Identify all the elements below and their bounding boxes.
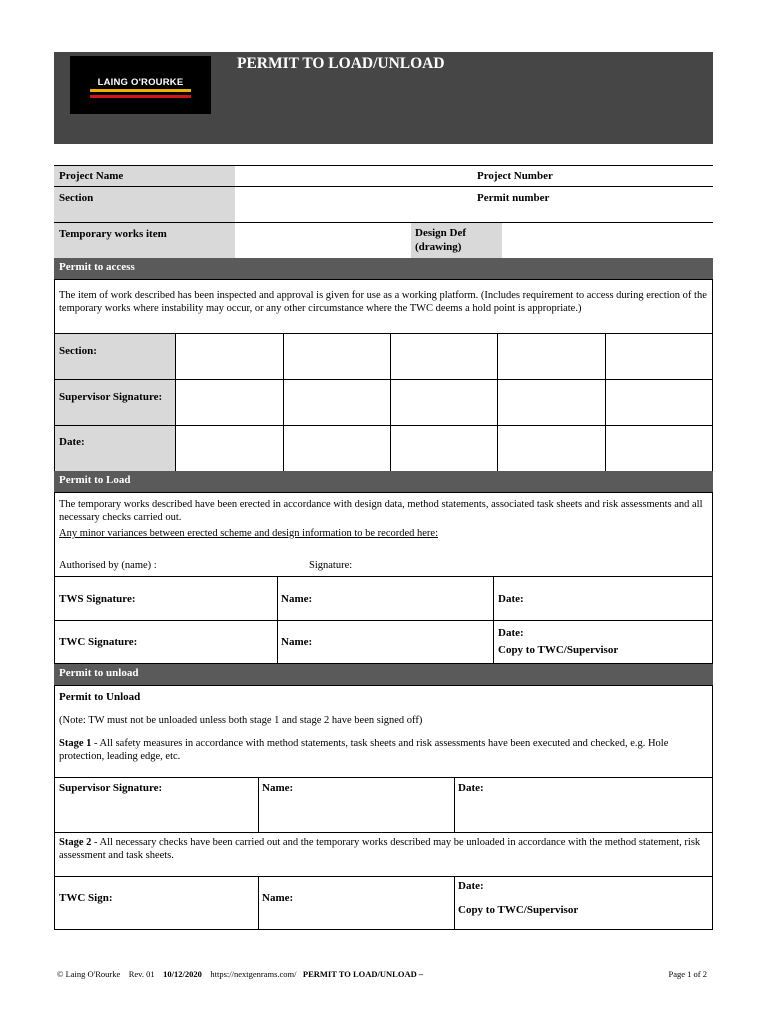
permit-to-unload-band: Permit to unload xyxy=(54,664,713,685)
footer-url[interactable]: https://nextgenrams.com/ xyxy=(210,969,297,979)
tws-signature-label: TWS Signature: xyxy=(59,593,136,605)
header-band xyxy=(54,52,713,144)
stage-1-text: Stage 1 - All safety measures in accordance with method statements, task sheets and risk assessments have been executed and checked, e.g. Hole protection, leading edge, etc. xyxy=(59,738,669,762)
page-title: PERMIT TO LOAD/UNLOAD xyxy=(237,55,445,72)
footer-doc-title: PERMIT TO LOAD/UNLOAD – xyxy=(302,969,424,979)
logo-stripe-red xyxy=(90,95,191,98)
permit-number-label: Permit number xyxy=(477,192,550,204)
permit-to-access-text: The item of work described has been inspected and approval is given for use as a working platform. (Includes requirement to access during erection of the temporary works where instability may occur, or any other circumstance where the TWC deems a hold point is appropriate.) xyxy=(59,290,707,314)
unload-name-label-1: Name: xyxy=(262,782,294,794)
unload-copy-note: Copy to TWC/Supervisor xyxy=(458,904,579,916)
unload-date-label-1: Date: xyxy=(458,782,484,794)
footer-copyright: © Laing O'Rourke xyxy=(57,969,121,979)
access-date-label: Date: xyxy=(59,436,85,448)
unload-supervisor-signature-label: Supervisor Signature: xyxy=(59,782,163,794)
unload-note: (Note: TW must not be unloaded unless both stage 1 and stage 2 have been signed off) xyxy=(59,715,423,726)
permit-to-access-band: Permit to access xyxy=(54,258,713,279)
section-label: Section xyxy=(59,192,94,204)
tws-date-label: Date: xyxy=(498,593,524,605)
permit-to-load-text: The temporary works described have been erected in accordance with design data, method statements, associated task sheets and risk assessments and all necessary checks carried out. xyxy=(59,499,703,523)
temporary-works-item-label: Temporary works item xyxy=(59,228,167,240)
permit-to-unload-heading: Permit to Unload xyxy=(59,691,141,703)
footer-page-number: Page 1 of 2 xyxy=(668,969,707,979)
permit-to-load-band: Permit to Load xyxy=(54,471,713,492)
stage-2-text: Stage 2 - All necessary checks have been carried out and the temporary works described may be unloaded in accordance with the method statement, risk assessment and task sheets. xyxy=(59,837,701,861)
design-def-label: Design Def (drawing) xyxy=(415,227,467,253)
twc-date-label: Date: xyxy=(498,627,524,639)
logo-stripe-yellow xyxy=(90,89,191,92)
tws-name-label: Name: xyxy=(281,593,313,605)
copy-to-twc-note: Copy to TWC/Supervisor xyxy=(498,644,619,656)
signature-label: Signature: xyxy=(309,560,353,571)
project-name-label: Project Name xyxy=(59,170,124,182)
project-number-label: Project Number xyxy=(477,170,553,182)
authorised-by-label: Authorised by (name) : xyxy=(59,560,157,571)
page-footer xyxy=(57,969,707,979)
twc-signature-label: TWC Signature: xyxy=(59,636,138,648)
unload-name-label-2: Name: xyxy=(262,892,294,904)
footer-date: 10/12/2020 xyxy=(163,969,202,979)
variances-note: Any minor variances between erected scheme and design information to be recorded here: xyxy=(59,528,439,539)
access-supervisor-signature-label: Supervisor Signature: xyxy=(59,391,163,403)
logo-text: LAING O'ROURKE xyxy=(97,77,184,88)
company-logo xyxy=(70,56,211,114)
twc-sign-label: TWC Sign: xyxy=(59,892,113,904)
footer-revision: Rev. 01 xyxy=(128,969,155,979)
access-section-label: Section: xyxy=(59,345,97,357)
twc-name-label: Name: xyxy=(281,636,313,648)
unload-date-label-2: Date: xyxy=(458,880,484,892)
